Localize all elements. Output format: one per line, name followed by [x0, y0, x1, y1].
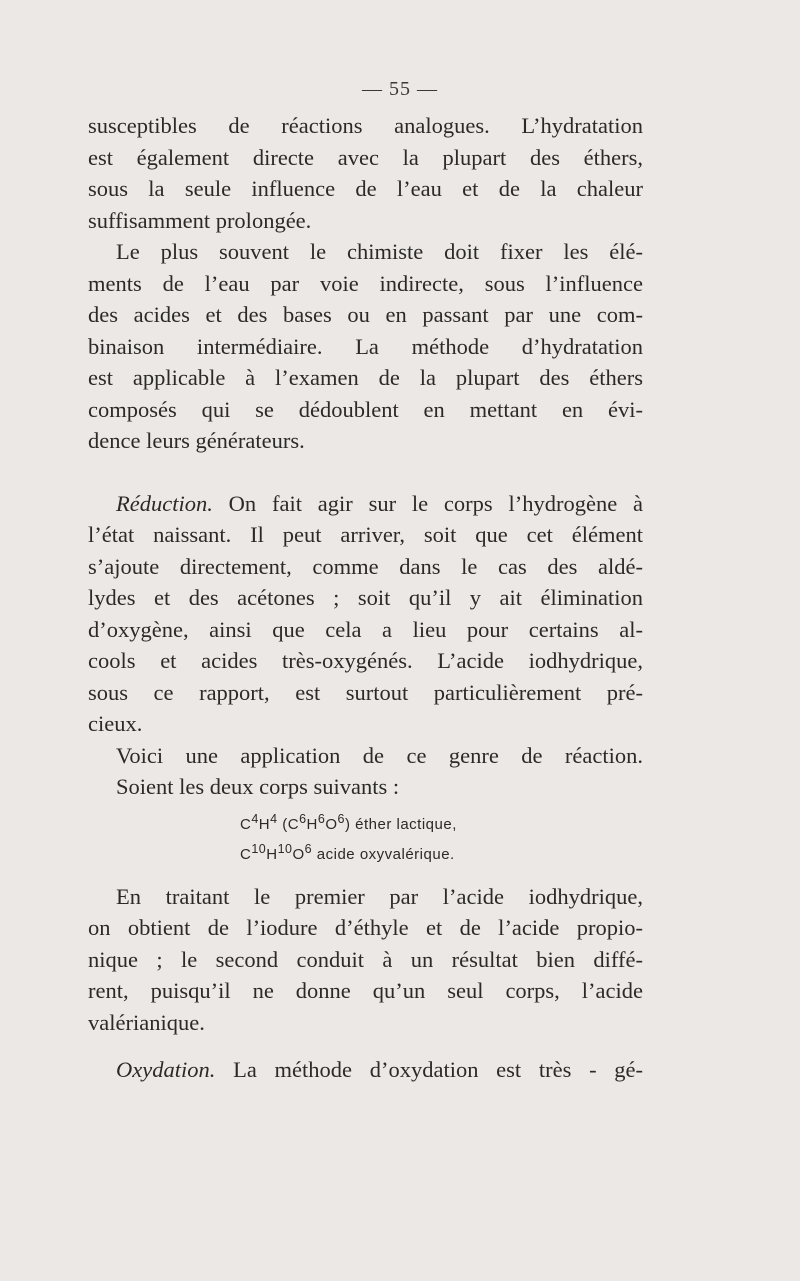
text-line: sous la seule influence de l’eau et de la chaleur — [88, 176, 643, 201]
text-line: des acides et des bases ou en passant par une com- — [88, 302, 643, 327]
text-line: Le plus souvent le chimiste doit fixer les élé- — [116, 239, 643, 264]
text-line — [88, 1054, 643, 1086]
chemical-formulas — [240, 807, 643, 867]
text-span: La méthode d’oxydation est très - gé- — [215, 1057, 643, 1082]
text-line: est applicable à l’examen de la plupart des éthers — [88, 365, 643, 390]
text-line: ments de l’eau par voie indirecte, sous l’influence — [88, 270, 643, 296]
text-line: cieux. — [88, 711, 143, 736]
section-lead-reduction: Réduction. — [116, 490, 213, 516]
text-line: sous ce rapport, est surtout particulièrement pré- — [88, 679, 643, 705]
body-text — [88, 110, 643, 1086]
text-line: lydes et des acétones ; soit qu’il y ait élimination — [88, 585, 643, 610]
text-line: composés qui se dédoublent en mettant en évi- — [88, 396, 643, 422]
text-line: Soient les deux corps suivants : — [116, 774, 400, 799]
text-line: on obtient de l’iodure d’éthyle et de l’acide propio- — [88, 915, 643, 940]
text-span: On fait agir sur le corps l’hydrogène à — [212, 490, 643, 516]
text-line: s’ajoute directement, comme dans le cas des aldé- — [88, 553, 643, 579]
page-number: — 55 — — [362, 78, 438, 100]
text-line: susceptibles de réactions analogues. L’hydratation — [88, 113, 643, 138]
text-line: dence leurs générateurs. — [88, 428, 305, 453]
section-lead-oxydation: Oxydation. — [116, 1057, 216, 1082]
text-line: l’état naissant. Il peut arriver, soit que cet élément — [88, 522, 643, 547]
text-line: valérianique. — [88, 1009, 205, 1035]
text-line — [88, 488, 643, 520]
text-line: nique ; le second conduit à un résultat bien diffé- — [88, 946, 643, 972]
text-line: rent, puisqu’il ne donne qu’un seul corps, l’acide — [88, 978, 643, 1003]
text-line: Voici une application de ce genre de réaction. — [116, 742, 643, 768]
text-line: cools et acides très-oxygénés. L’acide iodhydrique, — [88, 648, 643, 673]
text-line: binaison intermédiaire. La méthode d’hydratation — [88, 333, 643, 359]
text-line: suffisamment prolongée. — [88, 207, 312, 233]
text-line: est également directe avec la plupart des éthers, — [88, 144, 643, 170]
text-line: d’oxygène, ainsi que cela a lieu pour certains al- — [88, 616, 643, 642]
formula-line: $C^4H^4$ $(C^6H^6O^6)$ éther lactique, — [240, 811, 457, 833]
text-line: En traitant le premier par l’acide iodhydrique, — [116, 883, 643, 909]
formula-line: $C^{10}H^{10}O^6$ acide oxyvalérique. — [240, 841, 455, 863]
